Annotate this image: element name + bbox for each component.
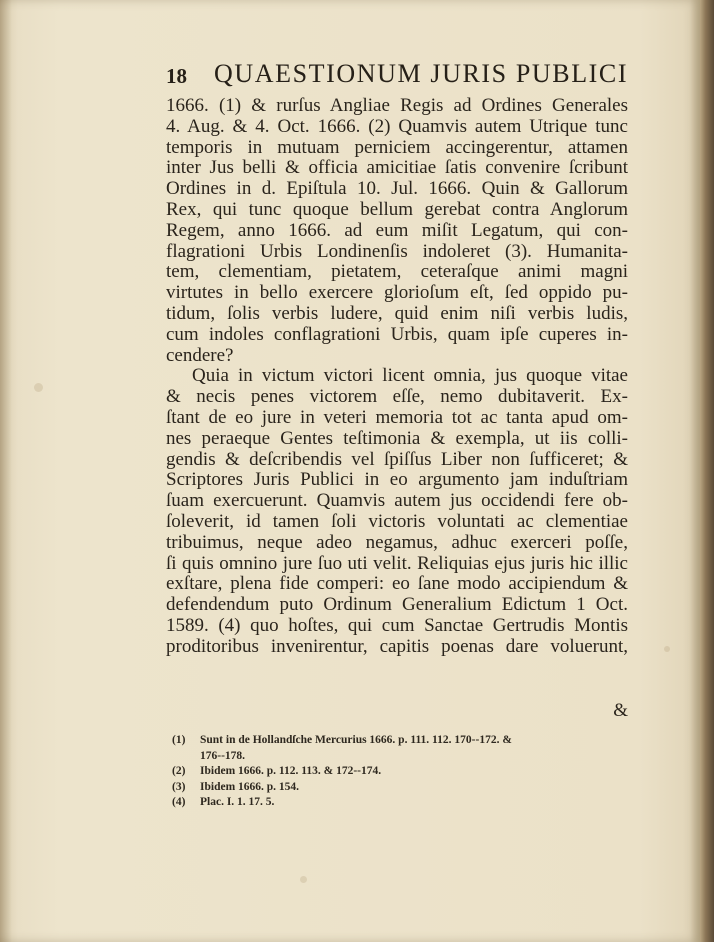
body-line: virtutes in bello exercere glorioſum eſt, ſed oppido pu-: [166, 282, 628, 304]
footnote-ref: (2): [172, 765, 186, 777]
footnote: [172, 780, 632, 796]
paper-spot: [300, 876, 307, 883]
paper-spot: [34, 383, 43, 392]
page-number: 18: [166, 64, 187, 88]
body-line: defendendum puto Ordinum Generalium Edictum 1 Oct.: [166, 594, 628, 616]
body-line: tribuimus, neque adeo negamus, adhuc exerceri poſſe,: [166, 531, 628, 553]
page-gutter-shadow: [0, 0, 12, 942]
body-line: ſoleverit, id tamen ſoli victoris voluntati ac clementiae: [166, 510, 628, 532]
body-text: [166, 96, 628, 658]
footnotes: [172, 733, 632, 811]
body-line: ſtant de eo jure in veteri memoria tot ac tanta apud om-: [166, 406, 628, 428]
running-title: QUAESTIONUM JURIS PUBLICI: [214, 59, 629, 88]
body-line: proditoribus invenirentur, capitis poenas dare voluerunt,: [166, 635, 628, 657]
body-line: tidum, ſolis verbis ludere, quid enim niſi verbis ludis,: [166, 302, 628, 324]
footnote-continuation: [172, 749, 632, 765]
body-line: exſtare, plena fide comperi: eo ſane modo accipiendum &: [166, 573, 628, 595]
body-line: flagrationi Urbis Londinenſis indoleret (3). Humanita-: [166, 240, 628, 262]
footnote: [172, 795, 632, 811]
body-line: Rex, qui tunc quoque bellum gerebat contra Anglorum: [166, 198, 628, 220]
body-line: 1589. (4) quo hoſtes, qui cum Sanctae Gertrudis Montis: [166, 614, 628, 636]
body-line: 4. Aug. & 4. Oct. 1666. (2) Quamvis autem Utrique tunc: [166, 115, 628, 137]
catchword: &: [613, 700, 628, 721]
body-line: inter Jus belli & officia amicitiae ſatis convenire ſcribunt: [166, 157, 628, 179]
body-line: Ordines in d. Epiſtula 10. Jul. 1666. Quin & Gallorum: [166, 178, 628, 200]
paper-spot: [664, 646, 670, 652]
paragraph-start-line: Quia in victum victori licent omnia, jus quoque vitae: [192, 365, 628, 387]
body-line: ſuam exercuerunt. Quamvis autem jus occidendi fere ob-: [166, 490, 628, 512]
body-line: ſi quis omnino jure ſuo uti velit. Reliquias ejus juris hic illic: [166, 552, 628, 574]
body-line: gendis & deſcribendis vel ſpiſſus Liber non ſufficeret; &: [166, 448, 628, 470]
footnote-text: Ibidem 1666. p. 112. 113. & 172--174.: [200, 765, 382, 777]
book-edge: [700, 0, 714, 942]
footnote-ref: (4): [172, 796, 186, 808]
body-line: Scriptores Juris Publici in eo argumento jam induſtriam: [166, 469, 628, 491]
footnote-text: Sunt in de Hollandſche Mercurius 1666. p. 111. 112. 170--172. &: [200, 734, 512, 746]
body-line: cendere?: [166, 344, 234, 366]
footnote-text: 176--178.: [200, 749, 246, 762]
body-line: Regem, anno 1666. ad eum miſit Legatum, qui con-: [166, 219, 628, 241]
body-line: tem, clementiam, pietatem, ceteraſque animi magni: [166, 261, 628, 283]
footnote-text: Plac. I. 1. 17. 5.: [200, 796, 275, 808]
body-line: nes peraeque Gentes teſtimonia & exempla, ut iis colli-: [166, 427, 628, 449]
body-line: temporis in mutuam perniciem accingerentur, attamen: [166, 136, 628, 158]
body-line: 1666. (1) & rurſus Angliae Regis ad Ordines Generales: [166, 95, 628, 116]
body-line: & necis penes victorem eſſe, nemo dubitaverit. Ex-: [166, 386, 628, 408]
footnote-ref: (3): [172, 780, 186, 793]
footnote: [172, 764, 632, 780]
footnote: [172, 733, 632, 749]
running-header: [166, 56, 628, 92]
footnote-ref: (1): [172, 734, 186, 746]
footnote-text: Ibidem 1666. p. 154.: [200, 780, 300, 793]
body-line: cum indoles conflagrationi Urbis, quam ipſe cuperes in-: [166, 323, 628, 345]
